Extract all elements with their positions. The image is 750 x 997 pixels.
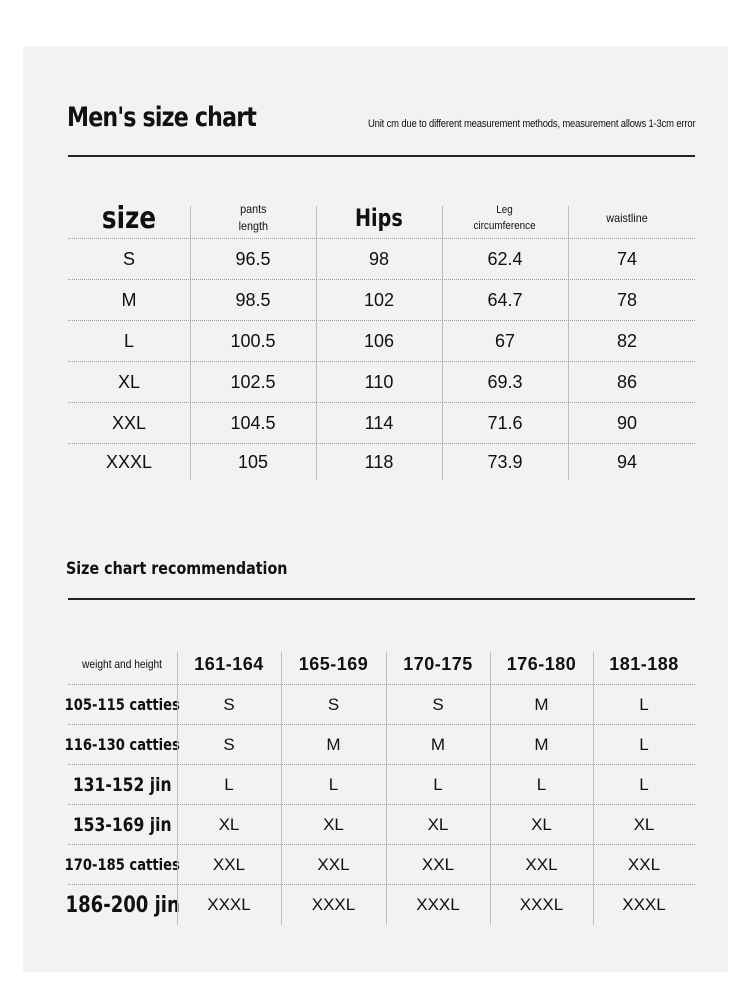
column-divider xyxy=(593,725,594,764)
cell-waist: 90 xyxy=(616,412,638,433)
weight-label-text: 186-200 jin xyxy=(65,892,180,918)
header-leg-line2: circumference xyxy=(473,220,537,232)
cell-waist: 82 xyxy=(616,330,638,351)
column-divider xyxy=(568,403,569,443)
cell-hips: 98 xyxy=(368,248,390,269)
cell-size: XXL xyxy=(111,412,147,433)
column-divider xyxy=(593,765,594,804)
column-divider xyxy=(386,725,387,764)
recommended-size: L xyxy=(536,774,547,794)
header-waistline xyxy=(568,198,686,238)
cell-hips: 102 xyxy=(363,289,395,310)
table-row xyxy=(68,280,695,321)
column-divider xyxy=(190,403,191,443)
column-divider xyxy=(386,845,387,884)
table-row xyxy=(64,725,695,765)
recommendation-title: Size chart recommendation xyxy=(66,559,288,579)
measurement-note: Unit cm due to different measurement methods, measurement allows 1-3cm error xyxy=(368,118,696,130)
recommended-size: XL xyxy=(323,814,344,834)
table-row xyxy=(68,765,695,805)
cell-pants: 98.5 xyxy=(235,289,271,310)
header-weight-height-text: weight and height xyxy=(82,657,163,671)
column-divider xyxy=(190,444,191,480)
column-divider xyxy=(490,685,491,724)
column-divider xyxy=(593,845,594,884)
column-divider xyxy=(386,765,387,804)
cell-leg: 64.7 xyxy=(487,289,523,310)
recommended-size: XXL xyxy=(212,854,246,874)
column-divider xyxy=(568,362,569,402)
table-row xyxy=(68,321,695,362)
column-divider xyxy=(316,280,317,320)
cell-size: L xyxy=(123,330,134,351)
size-table-header xyxy=(68,198,695,239)
weight-label-text: 153-169 jin xyxy=(73,813,172,836)
header-height-range: 170-175 xyxy=(403,653,473,674)
weight-label xyxy=(68,805,177,844)
header-leg xyxy=(442,198,568,238)
column-divider xyxy=(593,885,594,925)
table-row xyxy=(68,403,695,444)
column-divider xyxy=(316,362,317,402)
column-divider xyxy=(442,321,443,361)
recommendation-table xyxy=(64,644,695,925)
column-divider xyxy=(442,280,443,320)
table-row xyxy=(68,444,695,480)
recommended-size: XXL xyxy=(421,854,455,874)
recommended-size: M xyxy=(430,734,446,754)
page-title: Men's size chart xyxy=(67,102,257,133)
recommended-size: XXL xyxy=(317,854,350,874)
column-divider xyxy=(177,805,178,844)
header-pants-line1: pants xyxy=(239,202,267,216)
column-divider xyxy=(490,845,491,884)
cell-leg: 71.6 xyxy=(487,412,523,433)
cell-size: M xyxy=(121,289,137,310)
recommended-size: XXXL xyxy=(311,895,356,914)
column-divider xyxy=(281,885,282,925)
weight-label xyxy=(64,845,181,884)
cell-leg: 69.3 xyxy=(487,371,523,392)
column-divider xyxy=(593,805,594,844)
column-divider xyxy=(568,239,569,279)
column-divider xyxy=(190,206,191,238)
column-divider xyxy=(386,885,387,925)
column-divider xyxy=(190,239,191,279)
header-pants-length xyxy=(190,198,316,238)
column-divider xyxy=(177,885,178,925)
recommended-size: XL xyxy=(218,814,240,834)
header-leg-text xyxy=(474,202,536,234)
header-height-range: 176-180 xyxy=(506,653,577,674)
recommended-size: XXL xyxy=(627,854,661,874)
column-divider xyxy=(568,444,569,480)
cell-pants: 105 xyxy=(237,451,269,472)
size-table-body xyxy=(68,239,695,480)
cell-size: XXXL xyxy=(105,451,153,472)
recommended-size: L xyxy=(639,734,649,754)
recommended-size: XXXL xyxy=(622,895,666,914)
table-row xyxy=(68,362,695,403)
column-divider xyxy=(281,652,282,684)
column-divider xyxy=(490,805,491,844)
header-hips xyxy=(316,198,442,238)
recommended-size: XXXL xyxy=(416,895,460,914)
recommended-size: XXL xyxy=(525,854,558,874)
column-divider xyxy=(190,362,191,402)
column-divider xyxy=(316,444,317,480)
column-divider xyxy=(281,805,282,844)
recommended-size: XXXL xyxy=(207,895,251,914)
header-weight-height xyxy=(68,644,177,684)
column-divider xyxy=(442,362,443,402)
column-divider xyxy=(593,652,594,684)
header-pants-text xyxy=(238,201,267,235)
cell-hips: 114 xyxy=(364,412,394,433)
cell-pants: 102.5 xyxy=(230,371,276,392)
header-leg-line1: Leg xyxy=(496,204,514,216)
header-size-text: size xyxy=(101,200,157,236)
column-divider xyxy=(442,444,443,480)
weight-label-text: 170-185 catties xyxy=(64,855,181,874)
recommended-size: XL xyxy=(531,814,552,834)
cell-pants: 100.5 xyxy=(230,330,276,351)
recommended-size: L xyxy=(328,774,339,794)
column-divider xyxy=(442,403,443,443)
weight-label xyxy=(64,725,181,764)
column-divider xyxy=(386,685,387,724)
column-divider xyxy=(316,206,317,238)
cell-leg: 67 xyxy=(494,330,516,351)
column-divider xyxy=(177,765,178,804)
column-divider xyxy=(177,725,178,764)
table-row xyxy=(64,685,695,725)
column-divider xyxy=(316,403,317,443)
recommended-size: L xyxy=(639,774,649,794)
cell-leg: 62.4 xyxy=(487,248,523,269)
header-waist-text: waistline xyxy=(606,210,648,225)
column-divider xyxy=(490,725,491,764)
recommendation-header xyxy=(68,644,695,685)
header-pants-line2: length xyxy=(238,219,268,233)
column-divider xyxy=(442,239,443,279)
column-divider xyxy=(568,206,569,238)
header-hips-text: Hips xyxy=(355,204,403,232)
table-row xyxy=(64,845,695,885)
cell-hips: 110 xyxy=(364,371,394,392)
column-divider xyxy=(177,845,178,884)
weight-label xyxy=(68,765,177,804)
header-height-range: 181-188 xyxy=(609,653,679,674)
recommended-size: L xyxy=(433,774,443,794)
title-divider xyxy=(68,155,695,157)
recommended-size: L xyxy=(224,774,234,794)
column-divider xyxy=(490,885,491,925)
column-divider xyxy=(281,765,282,804)
column-divider xyxy=(190,280,191,320)
column-divider xyxy=(190,321,191,361)
recommended-size: L xyxy=(639,694,649,714)
cell-leg: 73.9 xyxy=(487,451,523,472)
header-height-range: 165-169 xyxy=(298,653,369,674)
size-table xyxy=(68,198,695,480)
cell-waist: 78 xyxy=(616,289,638,310)
recommended-size: XXXL xyxy=(519,895,564,914)
cell-size: S xyxy=(122,248,135,269)
column-divider xyxy=(386,805,387,844)
cell-size: XL xyxy=(117,371,141,392)
cell-waist: 94 xyxy=(616,451,638,472)
recommended-size: M xyxy=(534,694,549,714)
cell-hips: 118 xyxy=(364,451,394,472)
column-divider xyxy=(568,280,569,320)
weight-label-text: 105-115 catties xyxy=(64,695,181,714)
recommended-size: S xyxy=(223,734,235,754)
column-divider xyxy=(281,845,282,884)
table-row xyxy=(68,805,695,845)
table-row xyxy=(65,885,695,925)
weight-label-text: 131-152 jin xyxy=(73,773,172,796)
column-divider xyxy=(568,321,569,361)
column-divider xyxy=(281,685,282,724)
column-divider xyxy=(386,652,387,684)
column-divider xyxy=(442,206,443,238)
recommended-size: S xyxy=(223,694,235,714)
column-divider xyxy=(316,321,317,361)
column-divider xyxy=(490,652,491,684)
recommendation-body xyxy=(64,685,695,925)
header-size xyxy=(68,198,190,238)
recommended-size: S xyxy=(327,694,340,714)
cell-pants: 96.5 xyxy=(235,248,271,269)
recommended-size: M xyxy=(534,734,549,754)
column-divider xyxy=(281,725,282,764)
column-divider xyxy=(593,685,594,724)
weight-label-text: 116-130 catties xyxy=(64,735,181,754)
recommended-size: XL xyxy=(427,814,449,834)
header-height-range: 161-164 xyxy=(194,653,264,674)
cell-waist: 86 xyxy=(616,371,638,392)
column-divider xyxy=(177,652,178,684)
column-divider xyxy=(316,239,317,279)
table-row xyxy=(68,239,695,280)
recommended-size: XL xyxy=(633,814,655,834)
column-divider xyxy=(490,765,491,804)
recommendation-divider xyxy=(68,598,695,600)
cell-hips: 106 xyxy=(363,330,395,351)
recommended-size: M xyxy=(326,734,341,754)
cell-pants: 104.5 xyxy=(230,412,276,433)
weight-label xyxy=(64,685,181,724)
cell-waist: 74 xyxy=(616,248,638,269)
recommended-size: S xyxy=(432,694,444,714)
weight-label xyxy=(65,885,180,925)
column-divider xyxy=(177,685,178,724)
